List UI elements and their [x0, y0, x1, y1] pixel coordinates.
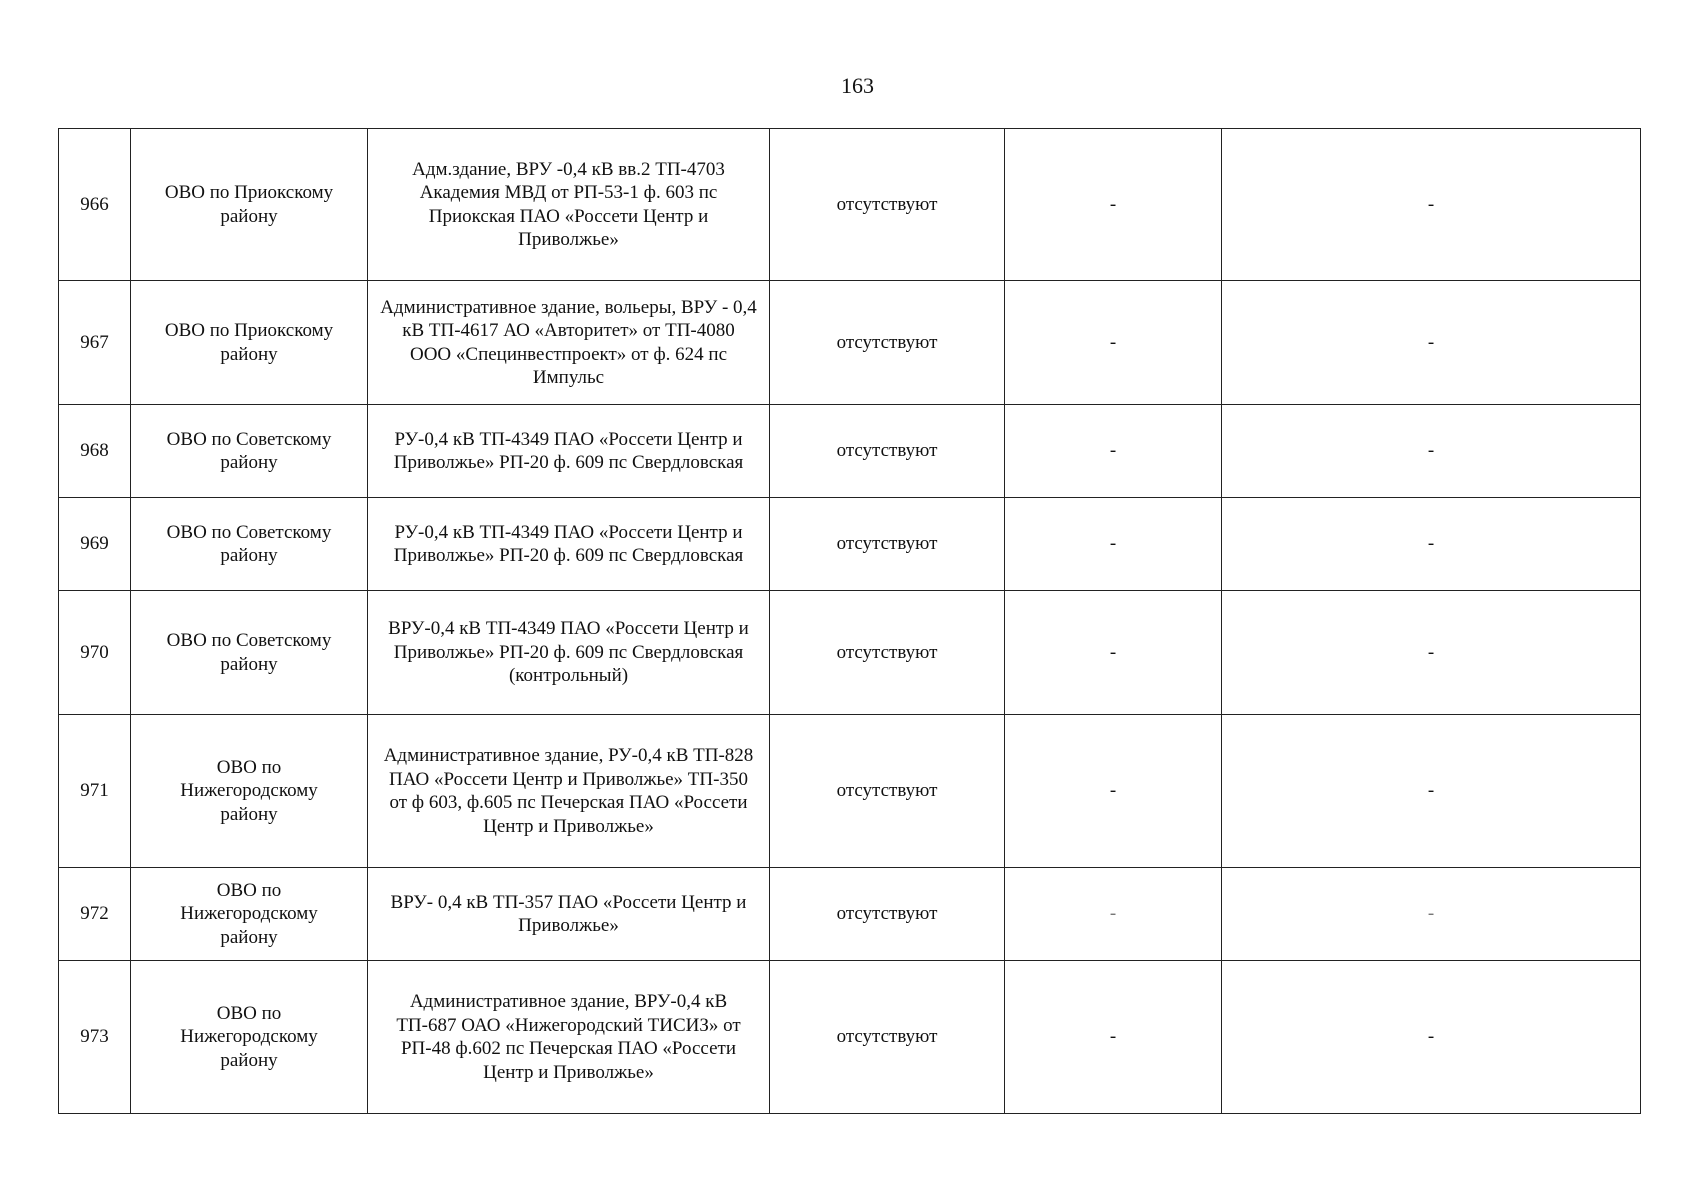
- dash-cell: -: [1005, 405, 1222, 498]
- page-number: 163: [841, 73, 874, 98]
- row-number: 972: [59, 868, 131, 961]
- table-row: [59, 405, 1641, 498]
- remarks-cell: отсутствуют: [770, 498, 1005, 591]
- object-cell: РУ-0,4 кВ ТП-4349 ПАО «Россети Центр и Приволжье» РП-20 ф. 609 пс Свердловская: [368, 498, 770, 591]
- dash-cell: -: [1005, 129, 1222, 281]
- organization-cell: ОВО по Приокскому району: [131, 281, 368, 405]
- table-row: [59, 591, 1641, 715]
- row-number: 973: [59, 961, 131, 1114]
- dash-cell: -: [1222, 281, 1641, 405]
- dash-cell: -: [1222, 961, 1641, 1114]
- dash-cell: -: [1222, 405, 1641, 498]
- data-table: [58, 128, 1641, 1114]
- dash-cell: -: [1222, 129, 1641, 281]
- dash-cell: -: [1005, 868, 1222, 961]
- row-number: 967: [59, 281, 131, 405]
- remarks-cell: отсутствуют: [770, 961, 1005, 1114]
- dash-cell: -: [1005, 715, 1222, 868]
- row-number: 970: [59, 591, 131, 715]
- organization-cell: ОВО по Нижегородскому району: [131, 868, 368, 961]
- organization-cell: ОВО по Нижегородскому району: [131, 715, 368, 868]
- dash-cell: -: [1005, 498, 1222, 591]
- dash-cell: -: [1005, 961, 1222, 1114]
- dash-cell: -: [1222, 715, 1641, 868]
- organization-cell: ОВО по Нижегородскому району: [131, 961, 368, 1114]
- object-cell: ВРУ-0,4 кВ ТП-4349 ПАО «Россети Центр и Приволжье» РП-20 ф. 609 пс Свердловская (контрольный): [368, 591, 770, 715]
- remarks-cell: отсутствуют: [770, 405, 1005, 498]
- organization-cell: ОВО по Советскому району: [131, 591, 368, 715]
- object-cell: Административное здание, ВРУ-0,4 кВ ТП-687 ОАО «Нижегородский ТИСИЗ» от РП-48 ф.602 пс Печерская ПАО «Россети Центр и Приволжье»: [368, 961, 770, 1114]
- table-row: [59, 281, 1641, 405]
- object-cell: Административное здание, РУ-0,4 кВ ТП-828 ПАО «Россети Центр и Приволжье» ТП-350 от ф 603, ф.605 пс Печерская ПАО «Россети Центр и Приволжье»: [368, 715, 770, 868]
- row-number: 966: [59, 129, 131, 281]
- row-number: 969: [59, 498, 131, 591]
- table-row: [59, 498, 1641, 591]
- remarks-cell: отсутствуют: [770, 868, 1005, 961]
- table-row: [59, 715, 1641, 868]
- remarks-cell: отсутствуют: [770, 281, 1005, 405]
- remarks-cell: отсутствуют: [770, 129, 1005, 281]
- table-row: [59, 129, 1641, 281]
- dash-cell: -: [1005, 591, 1222, 715]
- object-cell: РУ-0,4 кВ ТП-4349 ПАО «Россети Центр и Приволжье» РП-20 ф. 609 пс Свердловская: [368, 405, 770, 498]
- remarks-cell: отсутствуют: [770, 591, 1005, 715]
- object-cell: ВРУ- 0,4 кВ ТП-357 ПАО «Россети Центр и Приволжье»: [368, 868, 770, 961]
- organization-cell: ОВО по Приокскому району: [131, 129, 368, 281]
- table-row: [59, 868, 1641, 961]
- row-number: 968: [59, 405, 131, 498]
- dash-cell: -: [1222, 868, 1641, 961]
- dash-cell: -: [1222, 591, 1641, 715]
- organization-cell: ОВО по Советскому району: [131, 405, 368, 498]
- row-number: 971: [59, 715, 131, 868]
- remarks-cell: отсутствуют: [770, 715, 1005, 868]
- dash-cell: -: [1222, 498, 1641, 591]
- object-cell: Адм.здание, ВРУ -0,4 кВ вв.2 ТП-4703 Академия МВД от РП-53-1 ф. 603 пс Приокская ПАО «Россети Центр и Приволжье»: [368, 129, 770, 281]
- table-row: [59, 961, 1641, 1114]
- object-cell: Административное здание, вольеры, ВРУ - 0,4 кВ ТП-4617 АО «Авторитет» от ТП-4080 ООО «Специнвестпроект» от ф. 624 пс Импульс: [368, 281, 770, 405]
- organization-cell: ОВО по Советскому району: [131, 498, 368, 591]
- dash-cell: -: [1005, 281, 1222, 405]
